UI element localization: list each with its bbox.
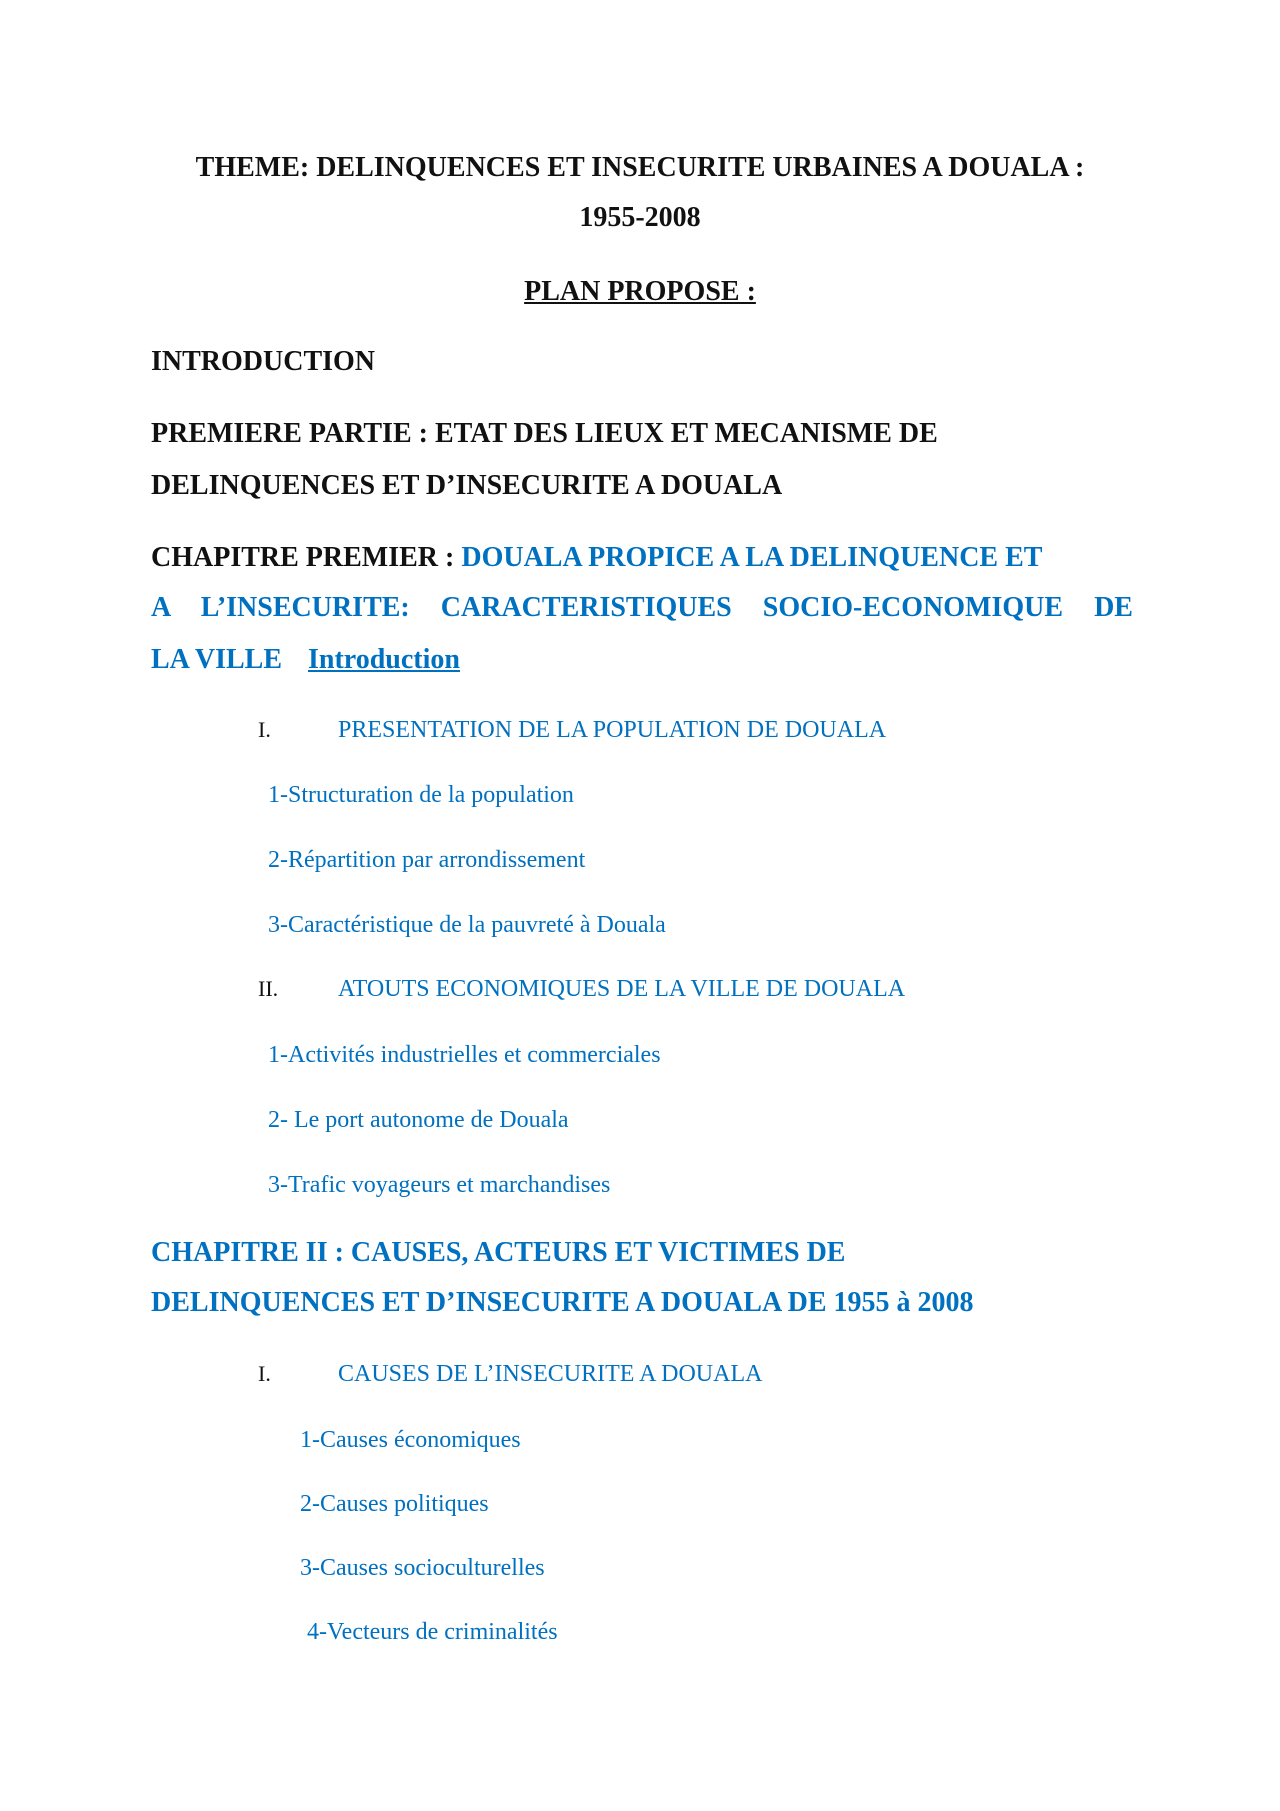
chapter2-line-1: CHAPITRE II : CAUSES, ACTEURS ET VICTIMES DE (151, 1237, 846, 1268)
chapter1-line-3 (151, 646, 460, 674)
list-item: 2-Répartition par arrondissement (268, 847, 586, 873)
title-line-1: THEME: DELINQUENCES ET INSECURITE URBAINES A DOUALA : (195, 152, 1085, 183)
title-line-2: 1955-2008 (579, 202, 701, 233)
section-title: CAUSES DE L’INSECURITE A DOUALA (338, 1361, 763, 1387)
section-numeral: I. (258, 717, 271, 742)
plan-heading: PLAN PROPOSE : (524, 276, 756, 307)
chapter1-title-2: A L’INSECURITE: CARACTERISTIQUES SOCIO-ECONOMIQUE DE (151, 592, 1133, 623)
part1-line-1: PREMIERE PARTIE : ETAT DES LIEUX ET MECANISME DE (151, 418, 938, 449)
chapter1-label: CHAPITRE PREMIER : (151, 542, 455, 573)
section-numeral: I. (258, 1361, 271, 1386)
list-item: 2- Le port autonome de Douala (268, 1107, 569, 1133)
introduction-heading: INTRODUCTION (151, 346, 376, 377)
list-item: 1-Causes économiques (300, 1427, 521, 1453)
chapter1-title-1: DOUALA PROPICE A LA DELINQUENCE ET (461, 542, 1043, 573)
list-item: 1-Structuration de la population (268, 782, 574, 808)
list-item: 4-Vecteurs de criminalités (307, 1619, 558, 1645)
section-numeral: II. (258, 976, 279, 1001)
chapter1-line-1 (151, 544, 1042, 572)
section-title: PRESENTATION DE LA POPULATION DE DOUALA (338, 717, 887, 743)
chapter2-line-2: DELINQUENCES ET D’INSECURITE A DOUALA DE 1955 à 2008 (151, 1287, 974, 1318)
list-item: 1-Activités industrielles et commerciales (268, 1042, 661, 1068)
list-item: 3-Caractéristique de la pauvreté à Douala (268, 912, 666, 938)
part1-line-2: DELINQUENCES ET D’INSECURITE A DOUALA (151, 470, 783, 501)
list-item: 2-Causes politiques (300, 1491, 489, 1517)
list-item: 3-Trafic voyageurs et marchandises (268, 1172, 611, 1198)
introduction-link[interactable]: Introduction (308, 644, 460, 675)
list-item: 3-Causes socioculturelles (300, 1555, 545, 1581)
chapter1-title-3: LA VILLE (151, 644, 282, 675)
section-title: ATOUTS ECONOMIQUES DE LA VILLE DE DOUALA (338, 976, 906, 1002)
